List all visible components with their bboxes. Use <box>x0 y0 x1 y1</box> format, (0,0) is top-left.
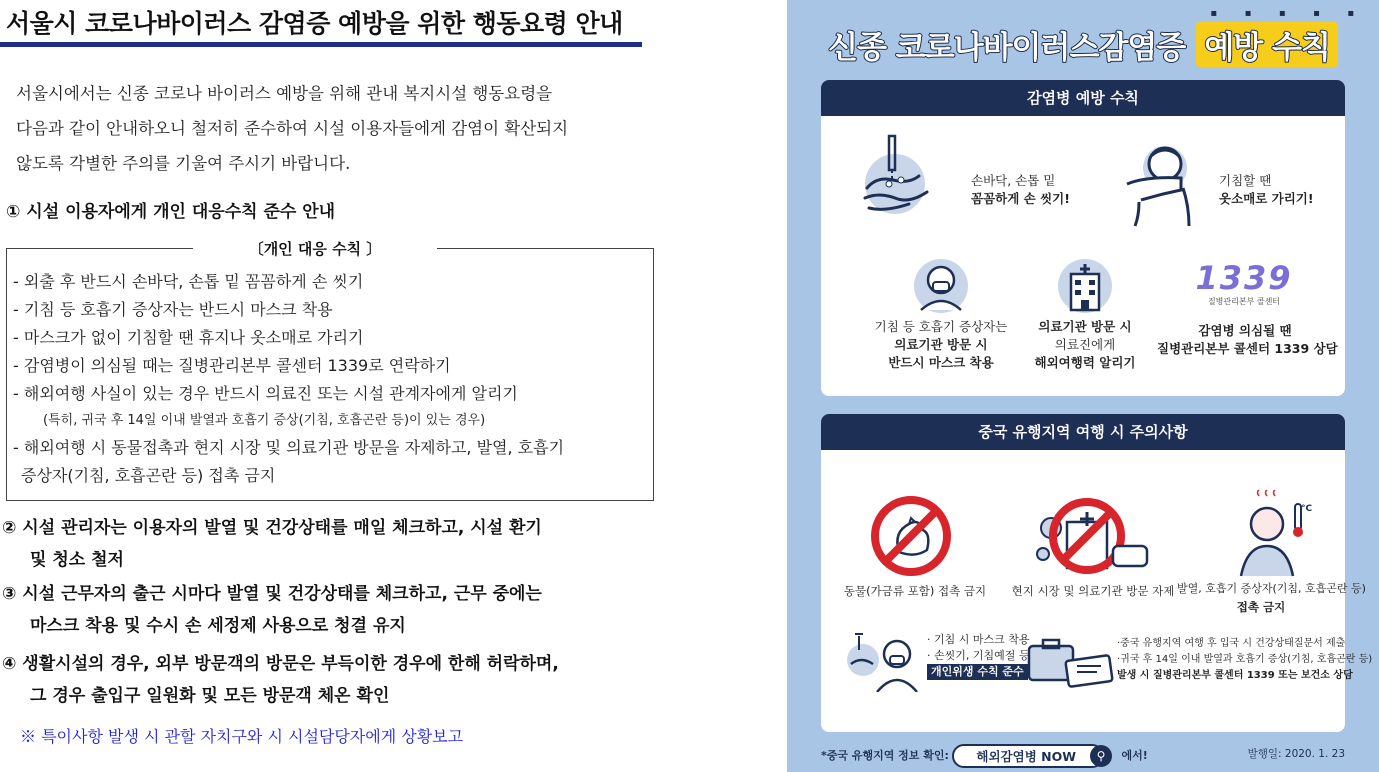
handwash-icon <box>859 132 933 224</box>
rule-item: - 감염병이 의심될 때는 질병관리본부 콜센터 1339로 연락하기 <box>13 356 451 375</box>
search-icon: ⚲ <box>1090 745 1112 767</box>
poster-title-main: 신종 코로나바이러스감염증 <box>828 30 1186 66</box>
caption-line: 현지 시장 및 의료기관 방문 자제 <box>1011 584 1175 598</box>
section-2-heading <box>2 512 542 576</box>
caption-line: 반드시 마스크 착용 <box>888 355 994 370</box>
rule-item: - 해외여행 시 동물접촉과 현지 시장 및 의료기관 방문을 자제하고, 발열, 호흡기 <box>13 438 565 457</box>
caption-line: 꼼꼼하게 손 씻기! <box>971 191 1070 206</box>
overseas-disease-now-link[interactable] <box>952 744 1104 768</box>
animal-caption <box>841 582 989 600</box>
caption-line: 의료기관 방문 시 <box>894 337 988 352</box>
caption-line: 감염병 의심될 땐 <box>1198 323 1292 338</box>
hygiene-caption <box>927 632 1030 680</box>
hotline-sub: 질병관리본부 콜센터 <box>1207 297 1281 306</box>
caption-line: 기침 등 호흡기 증상자는 <box>874 319 1008 334</box>
caption-line: 발생 시 질병관리본부 콜센터 1339 또는 보건소 상담 <box>1117 670 1353 681</box>
prevention-poster <box>787 0 1379 772</box>
caption-line: 발열, 호흡기 증상자(기침, 호흡곤란 등) <box>1177 582 1366 595</box>
publish-date: 발행일: 2020. 1. 23 <box>1247 748 1345 760</box>
intro-line: 서울시에서는 신종 코로나 바이러스 예방을 위해 관내 복지시설 행동요령을 <box>16 84 553 103</box>
report-note: ※ 특이사항 발생 시 관할 자치구와 시 시설담당자에게 상황보고 <box>20 727 464 746</box>
hospital-caption <box>1007 318 1163 372</box>
personal-rules-box <box>6 240 654 501</box>
intro-paragraph <box>16 76 646 181</box>
market-caption <box>1003 582 1183 600</box>
hotline-caption <box>1157 322 1338 358</box>
caption-line: ·중국 유행지역 여행 후 입국 시 건강상태질문서 제출 <box>1117 638 1346 649</box>
box-title-wrap <box>193 239 437 259</box>
caption-line: 접촉 금지 <box>1236 600 1286 614</box>
hotline-1339-logo <box>1185 260 1303 307</box>
poster-title-highlight <box>1196 8 1367 67</box>
caption-line: 의료기관 방문 시 <box>1038 319 1132 334</box>
handwash-caption <box>971 172 1070 208</box>
rule-item: - 마스크가 없이 기침할 땐 휴지나 옷소매로 가리기 <box>13 328 364 347</box>
mask-caption <box>851 318 1031 372</box>
section-line: 그 경우 출입구 일원화 및 모든 방문객 체온 확인 <box>30 686 390 706</box>
box-title: 〔개인 대응 수칙 〕 <box>248 240 382 258</box>
rule-subnote: (특히, 귀국 후 14일 이내 발열과 호흡기 증상(기침, 호흡곤란 등)이 있는 경우) <box>43 413 486 428</box>
hygiene-person-icon <box>845 630 923 692</box>
thermometer-unit: °C <box>1301 504 1313 514</box>
footer-suffix: 에서! <box>1121 749 1148 762</box>
intro-line: 다음과 같이 안내하오니 철저히 준수하여 시설 이용자들에게 감염이 확산되지 <box>16 119 569 138</box>
document-title: 서울시 코로나바이러스 감염증 예방을 위한 행동요령 안내 <box>6 9 623 38</box>
no-animal-contact-icon <box>869 494 953 578</box>
section-1-heading: ① 시설 이용자에게 개인 대응수칙 준수 안내 <box>6 202 336 222</box>
poster-footer <box>821 744 1345 768</box>
caption-line: 옷소매로 가리기! <box>1219 191 1314 206</box>
section-4-heading <box>2 648 559 712</box>
card-header: 중국 유행지역 여행 시 주의사항 <box>821 414 1345 450</box>
section-line: 및 청소 철저 <box>30 550 124 570</box>
intro-line: 않도록 각별한 주의를 기울여 주시기 바랍니다. <box>16 154 351 173</box>
rule-item: - 기침 등 호흡기 증상자는 반드시 마스크 착용 <box>13 300 333 319</box>
card-header: 감염병 예방 수칙 <box>821 80 1345 116</box>
section-line: ② 시설 관리자는 이용자의 발열 및 건강상태를 매일 체크하고, 시설 환기 <box>2 518 542 538</box>
fever-caption <box>1177 580 1366 616</box>
emphasis-dots: ▪ ▪ ▪ ▪ ▪ <box>1210 8 1367 19</box>
prevention-card <box>821 80 1345 396</box>
section-line: 마스크 착용 및 수시 손 세정제 사용으로 청결 유지 <box>30 616 406 636</box>
no-market-hospital-icon <box>1033 494 1153 578</box>
caption-line: 동물(가금류 포함) 접촉 금지 <box>843 584 987 598</box>
caption-line: 기침할 땐 <box>1219 173 1272 188</box>
travel-precautions-card <box>821 414 1373 732</box>
cough-sleeve-icon <box>1121 138 1201 228</box>
section-line: ④ 생활시설의 경우, 외부 방문객의 방문은 부득이한 경우에 한해 허락하며, <box>2 654 559 674</box>
rules-list <box>13 268 653 490</box>
poster-title-highlight-text: 예방 수칙 <box>1204 30 1330 66</box>
caption-line: 해외여행력 알리기 <box>1034 355 1136 370</box>
caption-line: 질병관리본부 콜센터 1339 상담 <box>1157 341 1338 356</box>
hotline-number: 1339 <box>1195 259 1293 297</box>
caption-line: · 기침 시 마스크 착용 <box>927 633 1030 646</box>
rule-item: - 해외여행 사실이 있는 경우 반드시 의료진 또는 시설 관계자에게 알리기 <box>13 384 518 403</box>
mask-person-icon <box>913 258 969 314</box>
poster-title <box>787 8 1379 67</box>
rule-item-continued: 증상자(기침, 호흡곤란 등) 접촉 금지 <box>21 466 276 485</box>
section-line: ③ 시설 근무자의 출근 시마다 발열 및 건강상태를 체크하고, 근무 중에는 <box>2 584 542 604</box>
cough-caption <box>1219 172 1314 208</box>
footer-pill-text: 해외감염병 NOW <box>976 749 1077 764</box>
travel-documents-icon <box>1027 632 1115 690</box>
hygiene-tag: 개인위생 수칙 준수 <box>927 664 1028 680</box>
caption-line <box>927 664 1030 680</box>
rule-item: - 외출 후 반드시 손바닥, 손톱 밑 꼼꼼하게 손 씻기 <box>13 272 364 291</box>
footer-label: *중국 유행지역 정보 확인: <box>821 749 949 762</box>
section-3-heading <box>2 578 542 642</box>
caption-line: ·귀국 후 14일 이내 발열과 호흡기 증상(기침, 호흡곤란 등) <box>1117 654 1373 665</box>
travel-caption <box>1117 636 1372 684</box>
caption-line: · 손씻기, 기침예절 등 <box>927 649 1030 662</box>
fever-person-icon <box>1233 490 1313 578</box>
title-underline <box>0 42 642 47</box>
caption-line: 의료진에게 <box>1054 337 1116 352</box>
caption-line: 손바닥, 손톱 밑 <box>971 173 1056 188</box>
hospital-icon <box>1057 258 1113 314</box>
